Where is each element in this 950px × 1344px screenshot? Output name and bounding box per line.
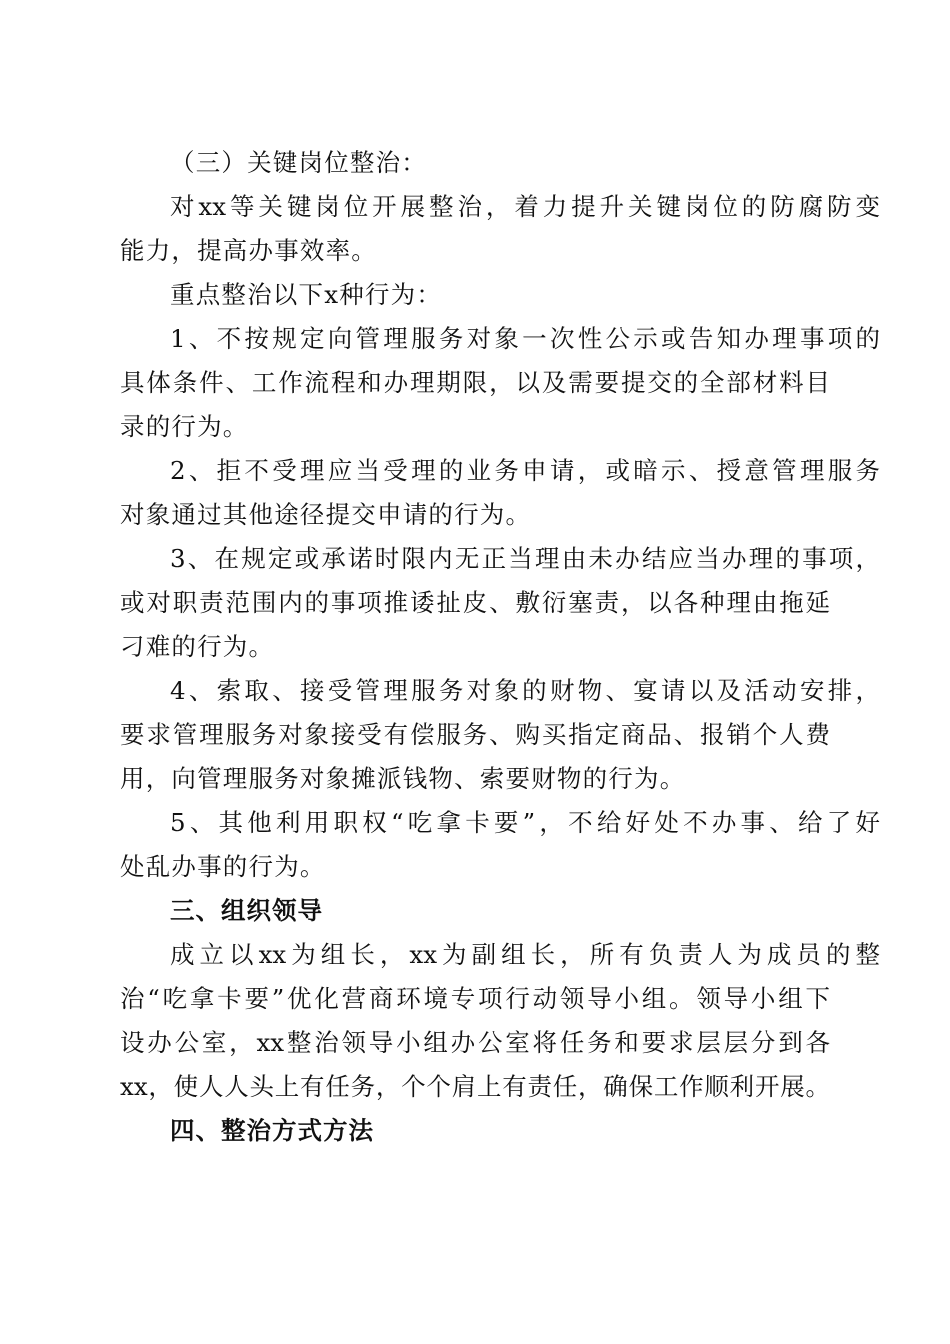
- list-intro: 重点整治以下x种行为：: [170, 280, 443, 309]
- item-3-line-1: 3、在规定或承诺时限内无正当理由未办结应当办理的事项，: [170, 544, 880, 573]
- document-body: [120, 141, 880, 1153]
- item-4-line-2: 要求管理服务对象接受有偿服务、购买指定商品、报销个人费: [120, 720, 830, 749]
- section-3-line-1: 成立以xx为组长，xx为副组长，所有负责人为成员的整: [170, 940, 880, 969]
- item-1-line-3: 录的行为。: [120, 412, 249, 441]
- section-3-line-4: xx，使人人头上有任务，个个肩上有责任，确保工作顺利开展。: [120, 1072, 830, 1101]
- item-2-line-1: 2、拒不受理应当受理的业务申请，或暗示、授意管理服务: [170, 456, 880, 485]
- item-1-line-1: 1、不按规定向管理服务对象一次性公示或告知办理事项的: [170, 324, 880, 353]
- item-3-line-3: 刁难的行为。: [120, 632, 275, 661]
- item-4-line-1: 4、索取、接受管理服务对象的财物、宴请以及活动安排，: [170, 676, 880, 705]
- section-3-line-2: 治“吃拿卡要”优化营商环境专项行动领导小组。领导小组下: [120, 984, 830, 1013]
- section-3-title: 三、组织领导: [170, 896, 323, 925]
- item-5-line-2: 处乱办事的行为。: [120, 852, 326, 881]
- item-3-line-2: 或对职责范围内的事项推诿扯皮、敷衍塞责，以各种理由拖延: [120, 588, 830, 617]
- section-4-title: 四、整治方式方法: [170, 1116, 374, 1145]
- item-5-line-1: 5、其他利用职权“吃拿卡要”，不给好处不办事、给了好: [170, 808, 880, 837]
- item-1-line-2: 具体条件、工作流程和办理期限，以及需要提交的全部材料目: [120, 368, 830, 397]
- sub-heading-key-posts: （三）关键岗位整治：: [170, 148, 427, 177]
- intro-line-1: 对xx等关键岗位开展整治，着力提升关键岗位的防腐防变: [170, 192, 880, 221]
- intro-line-2: 能力，提高办事效率。: [120, 236, 377, 265]
- item-2-line-2: 对象通过其他途径提交申请的行为。: [120, 500, 532, 529]
- section-3-line-3: 设办公室，xx整治领导小组办公室将任务和要求层层分到各: [120, 1028, 830, 1057]
- item-4-line-3: 用，向管理服务对象摊派钱物、索要财物的行为。: [120, 764, 686, 793]
